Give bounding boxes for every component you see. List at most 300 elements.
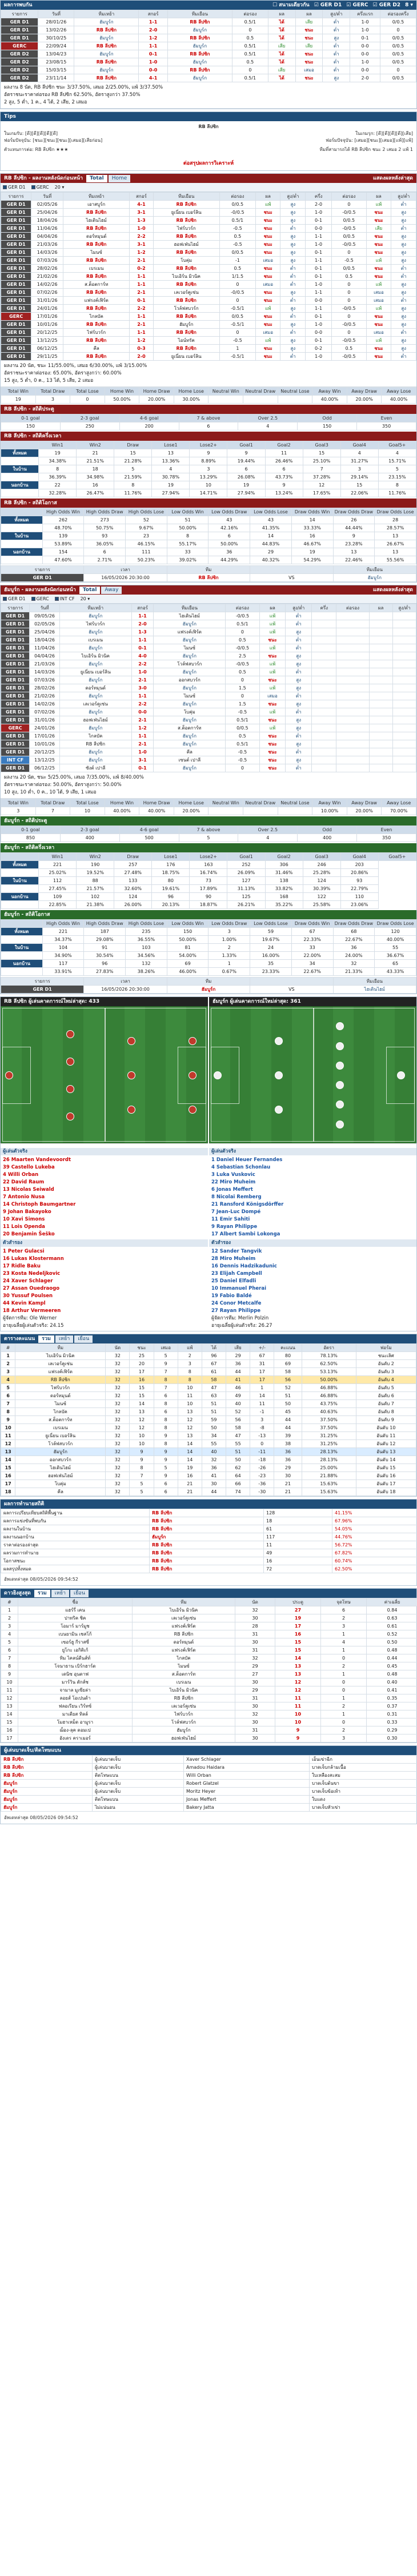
- home-recent-filter[interactable]: แสดงผลหลังล่าสุด: [372, 176, 413, 181]
- standings-team[interactable]: โวล์ฟสบวร์ก: [15, 1440, 106, 1448]
- match-ht-result: [369, 620, 392, 628]
- stat-cell: 21.33%: [333, 968, 375, 976]
- topscorer-cell: 17: [275, 1622, 321, 1630]
- standings-team[interactable]: เลเวอร์คูเซ่น: [15, 1360, 106, 1368]
- filter-ger-d2[interactable]: ☑ GER D2: [372, 2, 401, 8]
- match-score[interactable]: 4-1: [139, 74, 167, 82]
- lineup-player[interactable]: 14 Christoph Baumgartner: [3, 1202, 76, 1207]
- match-home-team[interactable]: ดอร์ทมุนด์: [63, 233, 130, 241]
- match-home-team[interactable]: ไกลบัค: [59, 732, 131, 740]
- match-score[interactable]: 3-1: [130, 241, 153, 249]
- topscorer-name[interactable]: มาเตียส ทิลล์: [18, 1710, 133, 1718]
- lineup-player[interactable]: 24 Conor Metcalfe: [211, 1301, 262, 1306]
- topscorer-name[interactable]: ลอยส์ โอเปนด้า: [18, 1694, 133, 1702]
- lineup-player[interactable]: 23 Kosta Nedeljkovic: [3, 1271, 61, 1277]
- stat-cell: 43.73%: [265, 473, 303, 481]
- stat-header: 4-6 goal: [119, 826, 179, 834]
- match-away-team[interactable]: RB ลีปซิก: [153, 329, 219, 337]
- standings-cell: 9: [1, 1416, 15, 1424]
- topscorer-name[interactable]: ทิม ไคลน์ดีนส์ท์: [18, 1654, 133, 1662]
- standings-team[interactable]: ไฮเดินไฮม์: [15, 1464, 106, 1472]
- match-home-team[interactable]: ยูเนี่ยน เบอร์ลิน: [59, 668, 131, 676]
- match-home-team[interactable]: ฮัมบูร์ก: [59, 724, 131, 732]
- standings-team[interactable]: RB ลีปซิก: [15, 1376, 106, 1384]
- match-home-team[interactable]: RB ลีปซิก: [74, 74, 139, 82]
- match-home-team[interactable]: RB ลีปซิก: [63, 273, 130, 281]
- match-away-team[interactable]: คีล: [154, 748, 226, 756]
- lineup-player[interactable]: 3 Luka Vuskovic: [211, 1172, 255, 1178]
- match-home-team[interactable]: ไฮเดินไฮม์: [63, 217, 130, 225]
- match-score[interactable]: 2-2: [131, 660, 154, 668]
- stat-cell: 5: [114, 465, 152, 473]
- next-away[interactable]: ฮัมบูร์ก: [333, 574, 416, 582]
- match-score[interactable]: 3-0: [131, 684, 154, 692]
- match-home-team[interactable]: RB ลีปซิก: [74, 26, 139, 34]
- match-away-team[interactable]: โบคุ่ม: [154, 708, 226, 716]
- match-score[interactable]: 1-1: [139, 18, 167, 26]
- standings-tab-all[interactable]: รวม: [38, 1335, 54, 1343]
- match-away-team[interactable]: ไมนซ์: [154, 692, 226, 700]
- stat-value: 3: [35, 396, 70, 404]
- match-score[interactable]: 2-2: [131, 700, 154, 708]
- match-home-team[interactable]: ฮอฟเฟ่นไฮม์: [59, 716, 131, 724]
- match-home-team[interactable]: ไฟร์บวร์ก: [59, 620, 131, 628]
- filter-count-b[interactable]: 20 ▾: [54, 185, 65, 190]
- filter-count-c[interactable]: 20 ▾: [80, 596, 90, 601]
- standings-team[interactable]: แฟรงค์เฟิร์ต: [15, 1368, 106, 1376]
- stat-cell: 96: [84, 960, 126, 968]
- match-away-team[interactable]: ฮอฟเฟ่นไฮม์: [153, 241, 219, 249]
- match-away-team[interactable]: RB ลีปซิก: [153, 297, 219, 305]
- match-away-team[interactable]: ฮัมบูร์ก: [154, 732, 226, 740]
- match-away-team[interactable]: ยูเนี่ยน เบอร์ลิน: [153, 353, 219, 361]
- filter-gerc-b[interactable]: GERC: [31, 185, 49, 190]
- match-away-team[interactable]: RB ลีปซิก: [153, 233, 219, 241]
- player-marker[interactable]: [66, 1085, 74, 1093]
- match-away-team[interactable]: โบคุ่ม: [153, 257, 219, 265]
- match-home-team[interactable]: ฮัมบูร์ก: [74, 50, 139, 58]
- lineup-player[interactable]: 39 Castello Lukeba: [3, 1165, 55, 1170]
- topscorer-name[interactable]: เดนิซ อุนดาฟ: [18, 1670, 133, 1678]
- player-marker[interactable]: [5, 1071, 13, 1079]
- match-home-team[interactable]: ฮัมบูร์ก: [59, 676, 131, 684]
- lineup-player[interactable]: 22 David Raum: [3, 1179, 45, 1185]
- match-home-team[interactable]: ไมนซ์: [63, 249, 130, 257]
- lineup-player[interactable]: 11 Lois Openda: [3, 1224, 45, 1230]
- match-score[interactable]: 1-1: [131, 612, 154, 620]
- lineup-player[interactable]: 18 Arthur Vermeeren: [3, 1308, 61, 1314]
- player-marker[interactable]: [214, 1071, 222, 1079]
- standings-tab-home[interactable]: เหย้า: [55, 1335, 73, 1343]
- match-home-team[interactable]: RB ลีปซิก: [63, 321, 130, 329]
- match-away-team[interactable]: RB ลีปซิก: [153, 313, 219, 321]
- match-away-team[interactable]: RB ลีปซิก: [153, 217, 219, 225]
- tab-home[interactable]: Home: [109, 175, 131, 182]
- match-home-team[interactable]: ฮัมบูร์ก: [59, 748, 131, 756]
- standings-team[interactable]: ส.ต็อตการ์ท: [15, 1416, 106, 1424]
- standings-team[interactable]: คีล: [15, 1488, 106, 1496]
- standings-cell: 10: [130, 1440, 154, 1448]
- match-home-team[interactable]: เลเวอร์คูเซ่น: [59, 700, 131, 708]
- lineup-player[interactable]: 25 Daniel Elfadli: [211, 1278, 256, 1284]
- filter-gerc[interactable]: ☑ GERC: [346, 2, 368, 8]
- match-away-team[interactable]: ฮัมบูร์ก: [167, 58, 232, 66]
- match-away-team[interactable]: RB ลีปซิก: [167, 18, 232, 26]
- stat-header: Lose2+: [190, 853, 227, 861]
- match-away-team[interactable]: เลเวอร์คูเซ่น: [153, 289, 219, 297]
- topscorer-name[interactable]: อังเดร คราเมอร์: [18, 1734, 133, 1742]
- match-score[interactable]: 2-0: [130, 353, 153, 361]
- lineup-player[interactable]: 1 Peter Gulacsi: [3, 1249, 45, 1254]
- lineup-player[interactable]: 7 Antonio Nusa: [3, 1194, 45, 1200]
- match-away-team[interactable]: ฮัมบูร์ก: [154, 684, 226, 692]
- stat-row: [1, 885, 416, 893]
- match-score[interactable]: 0-1: [139, 50, 167, 58]
- player-marker[interactable]: [336, 1120, 344, 1129]
- player-marker[interactable]: [189, 1071, 197, 1079]
- lineup-player[interactable]: 17 Albert Sambi Lokonga: [211, 1231, 280, 1237]
- match-score[interactable]: 2-1: [130, 289, 153, 297]
- lineup-player[interactable]: 4 Sebastian Schonlau: [211, 1165, 271, 1170]
- standings-team[interactable]: ไกลบัค: [15, 1408, 106, 1416]
- lineup-player[interactable]: 9 Johan Bakayoko: [3, 1209, 51, 1215]
- tab-total-away[interactable]: Total: [79, 587, 101, 594]
- match-home-team[interactable]: แฟรงค์เฟิร์ต: [63, 297, 130, 305]
- lineup-player[interactable]: 7 Jean-Luc Dompé: [211, 1209, 261, 1215]
- match-home-team[interactable]: เอาสบูร์ก: [63, 201, 130, 209]
- lineup-player[interactable]: 28 Miro Muheim: [211, 1256, 256, 1262]
- filter-intcf-c[interactable]: INT CF: [55, 596, 75, 601]
- match-away-team[interactable]: ฮัมบูร์ก: [154, 716, 226, 724]
- standings-cell: 9: [154, 1448, 178, 1456]
- filter-ger-d1[interactable]: ☑ GER D1: [314, 2, 342, 8]
- filter-count[interactable]: 8 ▾: [405, 2, 413, 8]
- match-ht-result: ชนะ: [366, 353, 391, 361]
- filter-gerc-c[interactable]: GERC: [31, 596, 49, 601]
- standings-team[interactable]: ไบเอิร์น มิวนิค: [15, 1352, 106, 1360]
- next2-home[interactable]: ฮัมบูร์ก: [167, 986, 250, 994]
- match-score[interactable]: 4-0: [131, 652, 154, 660]
- match-score[interactable]: 0-0: [139, 66, 167, 74]
- lineup-player[interactable]: 21 Ransford Königsdörffer: [211, 1202, 284, 1207]
- topscorer-name[interactable]: มาร์วิน ดักส์ช: [18, 1678, 133, 1686]
- match-home-team[interactable]: RB ลีปซิก: [63, 337, 130, 345]
- match-score[interactable]: 1-1: [130, 329, 153, 337]
- player-marker[interactable]: [189, 1037, 197, 1045]
- lineup-player[interactable]: 11 Emir Sahiti: [211, 1217, 250, 1222]
- match-home-team[interactable]: เบรเมน: [63, 265, 130, 273]
- match-score[interactable]: 0-3: [130, 345, 153, 353]
- match-away-team[interactable]: ฮัมบูร์ก: [154, 636, 226, 644]
- match-score[interactable]: 4-1: [130, 201, 153, 209]
- match-away-team[interactable]: โวล์ฟสบวร์ก: [154, 660, 226, 668]
- standings-team[interactable]: ฮัมบูร์ก: [15, 1448, 106, 1456]
- match-score[interactable]: 1-2: [130, 249, 153, 257]
- lineup-player[interactable]: 27 Rayan Philippe: [211, 1308, 261, 1314]
- player-marker[interactable]: [66, 1030, 74, 1038]
- topscorer-cell: 19: [275, 1614, 321, 1622]
- match-away-team[interactable]: RB ลีปซิก: [153, 345, 219, 353]
- match-score[interactable]: 1-2: [131, 724, 154, 732]
- match-away-team[interactable]: RB ลีปซิก: [167, 66, 232, 74]
- standings-cell: 9: [154, 1432, 178, 1440]
- match-home-team[interactable]: RB ลีปซิก: [63, 353, 130, 361]
- topscorer-name[interactable]: เบนยามิน เชสโก้: [18, 1630, 133, 1638]
- match-away-team[interactable]: ฮัมบูร์ก: [154, 620, 226, 628]
- standings-tab-away[interactable]: เยือน: [74, 1335, 93, 1343]
- match-home-team[interactable]: ไบเอิร์น มิวนิค: [59, 652, 131, 660]
- topscorer-name[interactable]: ฟลอเรียน เวิร์ทซ์: [18, 1702, 133, 1710]
- lineup-player[interactable]: 16 Lukas Klostermann: [3, 1256, 64, 1262]
- match-score[interactable]: 1-1: [131, 692, 154, 700]
- lineup-player[interactable]: 8 Nicolai Remberg: [211, 1194, 262, 1200]
- match-score[interactable]: 0-1: [131, 764, 154, 772]
- match-score[interactable]: 1-1: [139, 42, 167, 50]
- match-away-team[interactable]: ออกสบวร์ก: [154, 676, 226, 684]
- match-score[interactable]: 3-1: [130, 209, 153, 217]
- match-away-team[interactable]: ส.ต็อตการ์ท: [154, 724, 226, 732]
- match-home-team[interactable]: ไกลบัค: [63, 313, 130, 321]
- match-away-team[interactable]: ฮัมบูร์ก: [154, 652, 226, 660]
- match-handicap: 0: [219, 329, 255, 337]
- topscorer-name[interactable]: เซอร์ฮู กีราสซี่: [18, 1638, 133, 1646]
- match-home-team[interactable]: ไฟร์บวร์ก: [63, 329, 130, 337]
- match-home-team[interactable]: ฮัมบูร์ก: [59, 756, 131, 764]
- match-away-team[interactable]: ยูเนี่ยน เบอร์ลิน: [153, 209, 219, 217]
- match-away-team[interactable]: ฮัมบูร์ก: [154, 700, 226, 708]
- tab-total[interactable]: Total: [86, 175, 107, 182]
- match-home-team[interactable]: RB ลีปซิก: [59, 740, 131, 748]
- player-marker[interactable]: [127, 1037, 135, 1045]
- match-score[interactable]: 1-0: [131, 668, 154, 676]
- standings-table: [1, 1343, 416, 1496]
- match-score[interactable]: 1-0: [131, 748, 154, 756]
- match-away-team[interactable]: ฮัมบูร์ก: [154, 764, 226, 772]
- match-home-team[interactable]: RB ลีปซิก: [74, 58, 139, 66]
- player-marker[interactable]: [275, 1106, 283, 1114]
- match-away-team[interactable]: RB ลีปซิก: [153, 265, 219, 273]
- standings-team[interactable]: โบคุ่ม: [15, 1480, 106, 1488]
- match-home-team[interactable]: RB ลีปซิก: [63, 257, 130, 265]
- match-away-team[interactable]: RB ลีปซิก: [153, 201, 219, 209]
- topscorers-tab-away[interactable]: เยือน: [70, 1590, 89, 1597]
- next-home[interactable]: RB ลีปซิก: [167, 574, 250, 582]
- topscorer-name[interactable]: โอมาร์ มาร์มูช: [18, 1622, 133, 1630]
- match-home-team[interactable]: ฮัมบูร์ก: [59, 660, 131, 668]
- lineup-player[interactable]: 4 Willi Orban: [3, 1172, 39, 1178]
- lineup-player[interactable]: 19 Fabio Baldé: [211, 1293, 252, 1299]
- topscorer-name[interactable]: ปาทริค ชิค: [18, 1614, 133, 1622]
- match-away-team[interactable]: ฮัมบูร์ก: [167, 74, 232, 82]
- match-away-team[interactable]: ฮัมบูร์ก: [154, 668, 226, 676]
- match-home-team[interactable]: RB ลีปซิก: [63, 225, 130, 233]
- topscorer-cell: 0.44: [367, 1654, 417, 1662]
- stat-value: 6: [179, 422, 238, 430]
- match-away-team[interactable]: ฮัมบูร์ก: [167, 42, 232, 50]
- standings-team[interactable]: ออกสบวร์ก: [15, 1456, 106, 1464]
- match-home-team[interactable]: ฮัมบูร์ก: [59, 612, 131, 620]
- next2-away[interactable]: ไฮเดินไฮม์: [333, 986, 416, 994]
- standings-team[interactable]: ฮอฟเฟ่นไฮม์: [15, 1472, 106, 1480]
- stat-value: 350: [357, 834, 416, 842]
- topscorers-tab-home[interactable]: เหย้า: [51, 1590, 69, 1597]
- lineup-player[interactable]: 26 Maarten Vandevoordt: [3, 1157, 71, 1163]
- match-away-team[interactable]: ไอน์ทรัค: [153, 337, 219, 345]
- lineup-player[interactable]: 27 Assan Ouedraogo: [3, 1286, 60, 1291]
- match-score[interactable]: 2-2: [130, 233, 153, 241]
- match-away-team[interactable]: โวล์ฟสบวร์ก: [153, 305, 219, 313]
- match-score[interactable]: 0-0: [131, 708, 154, 716]
- match-home-team[interactable]: RB ลีปซิก: [63, 305, 130, 313]
- standings-team[interactable]: ดอร์ทมุนด์: [15, 1392, 106, 1400]
- match-score[interactable]: 1-2: [130, 337, 153, 345]
- match-home-team[interactable]: ดอร์ทมุนด์: [59, 684, 131, 692]
- match-home-team[interactable]: ฮัมบูร์ก: [59, 628, 131, 636]
- match-score[interactable]: 1-2: [139, 34, 167, 42]
- match-score[interactable]: 0-2: [130, 265, 153, 273]
- player-marker[interactable]: [336, 1042, 344, 1050]
- player-marker[interactable]: [66, 1058, 74, 1066]
- filter-same-home[interactable]: ☐ สนามเดียวกัน: [272, 2, 310, 8]
- match-away-team[interactable]: ฮัมบูร์ก: [153, 321, 219, 329]
- match-home-team[interactable]: ฮัมบูร์ก: [59, 644, 131, 652]
- match-score[interactable]: 1-1: [131, 732, 154, 740]
- standings-cell: 32: [202, 1456, 226, 1464]
- standings-cell: อันดับ 7: [356, 1400, 416, 1408]
- stat-header: Over 2.5: [238, 826, 298, 834]
- lineup-player[interactable]: 24 Xaver Schlager: [3, 1278, 53, 1284]
- lineup-player[interactable]: 44 Kevin Kampl: [3, 1301, 46, 1306]
- match-home-team[interactable]: เบรเมน: [59, 636, 131, 644]
- match-score[interactable]: 3-1: [131, 756, 154, 764]
- match-away-team[interactable]: ไฮเดินไฮม์: [154, 612, 226, 620]
- lineup-player[interactable]: 16 Dennis Hadzikadunic: [211, 1263, 277, 1269]
- topscorer-name[interactable]: แฮร์รี่ เคน: [18, 1606, 133, 1614]
- match-score[interactable]: 1-1: [130, 273, 153, 281]
- match-home-team[interactable]: RB ลีปซิก: [63, 289, 130, 297]
- player-marker[interactable]: [275, 1037, 283, 1045]
- match-score[interactable]: 1-1: [130, 281, 153, 289]
- match-ht-score: [312, 612, 336, 620]
- match-score[interactable]: 0-1: [131, 644, 154, 652]
- lineup-player[interactable]: 23 Elijah Campbell: [211, 1271, 262, 1277]
- lineup-player[interactable]: 10 Xavi Simons: [3, 1217, 45, 1222]
- lineup-player[interactable]: 10 Immanuel Pherai: [211, 1286, 267, 1291]
- stat-cell: 124: [114, 893, 152, 901]
- match-away-team[interactable]: RB ลีปซิก: [153, 249, 219, 257]
- stat-cell: 15: [303, 449, 340, 457]
- match-home-team[interactable]: ฮัมบูร์ก: [74, 66, 139, 74]
- topscorer-name[interactable]: จามาล มูเซียล่า: [18, 1686, 133, 1694]
- lineup-player[interactable]: 12 Sander Tangvik: [211, 1249, 262, 1254]
- injury-row: [1, 1764, 417, 1772]
- match-score[interactable]: 1-1: [131, 636, 154, 644]
- match-home-team[interactable]: RB ลีปซิก: [63, 209, 130, 217]
- match-away-team[interactable]: ไมนซ์: [154, 644, 226, 652]
- match-score[interactable]: 2-1: [131, 716, 154, 724]
- lineup-player[interactable]: 22 Miro Muheim: [211, 1179, 256, 1185]
- player-marker[interactable]: [127, 1106, 135, 1114]
- standings-team[interactable]: เบรเมน: [15, 1424, 106, 1432]
- match-home-team[interactable]: RB ลีปซิก: [74, 42, 139, 50]
- standings-team[interactable]: ไฟร์บวร์ก: [15, 1384, 106, 1392]
- topscorer-name[interactable]: ยูโกะ เอกิติเก้: [18, 1646, 133, 1654]
- filter-ger-d1-c[interactable]: GER D1: [3, 596, 26, 601]
- match-home-team[interactable]: ซังต์ เปาลี: [59, 764, 131, 772]
- match-away-team[interactable]: ไฟร์บวร์ก: [153, 225, 219, 233]
- match-ht-handicap: [336, 652, 369, 660]
- match-date: 07/03/26: [31, 257, 63, 265]
- match-score[interactable]: 1-1: [130, 313, 153, 321]
- match-away-team[interactable]: แฟรงค์เฟิร์ต: [154, 628, 226, 636]
- match-away-team[interactable]: เซนต์ เปาลี: [154, 756, 226, 764]
- topscorer-name[interactable]: ฌ็อง-ลุค ดอมเป: [18, 1726, 133, 1734]
- match-away-team[interactable]: RB ลีปซิก: [167, 34, 232, 42]
- tab-away[interactable]: Away: [101, 587, 122, 594]
- lineup-player[interactable]: 20 Benjamin Šeško: [3, 1231, 55, 1237]
- match-score[interactable]: 2-0: [139, 26, 167, 34]
- topscorer-name[interactable]: โมฮาเหม็ด อามูรา: [18, 1718, 133, 1726]
- standings-cell: 9: [154, 1360, 178, 1368]
- match-home-team[interactable]: ฮัมบูร์ก: [74, 34, 139, 42]
- match-score[interactable]: 2-1: [131, 676, 154, 684]
- player-marker[interactable]: [275, 1071, 283, 1079]
- match-away-team[interactable]: RB ลีปซิก: [167, 50, 232, 58]
- match-score[interactable]: 0-1: [130, 297, 153, 305]
- match-away-team[interactable]: ฮัมบูร์ก: [154, 740, 226, 748]
- filter-ger-d1-b[interactable]: GER D1: [3, 185, 26, 190]
- match-score[interactable]: 1-3: [130, 217, 153, 225]
- topscorer-name[interactable]: โจนาธาน เบิร์กฮาร์ด: [18, 1662, 133, 1670]
- match-score[interactable]: 2-0: [131, 620, 154, 628]
- match-away-team[interactable]: ฮัมบูร์ก: [167, 26, 232, 34]
- match-score[interactable]: 1-0: [139, 58, 167, 66]
- match-home-team[interactable]: คีล: [63, 345, 130, 353]
- stat-cell: 39.02%: [167, 556, 209, 564]
- match-home-team[interactable]: RB ลีปซิก: [63, 241, 130, 249]
- match-score[interactable]: 2-1: [131, 740, 154, 748]
- match-score[interactable]: 2-2: [130, 305, 153, 313]
- lineup-player[interactable]: 1 Daniel Heuer Fernandes: [211, 1157, 283, 1163]
- match-away-team[interactable]: ไบเอิร์น มิวนิค: [153, 273, 219, 281]
- match-score[interactable]: 1-3: [131, 628, 154, 636]
- lineup-player[interactable]: 17 Ridle Baku: [3, 1263, 41, 1269]
- player-marker[interactable]: [336, 1062, 344, 1070]
- match-home-team[interactable]: ฮัมบูร์ก: [59, 692, 131, 700]
- match-score[interactable]: 2-1: [130, 257, 153, 265]
- lineup-player[interactable]: 9 Rayan Philippe: [211, 1224, 258, 1230]
- lineup-player[interactable]: 30 Yussuf Poulsen: [3, 1293, 53, 1299]
- player-marker[interactable]: [189, 1106, 197, 1114]
- match-home-team[interactable]: ฮัมบูร์ก: [59, 708, 131, 716]
- lineup-player[interactable]: 6 Jonas Meffert: [211, 1187, 253, 1193]
- standings-team[interactable]: ยูเนี่ยน เบอร์ลิน: [15, 1432, 106, 1440]
- match-away-team[interactable]: RB ลีปซิก: [153, 281, 219, 289]
- standings-team[interactable]: ไมนซ์: [15, 1400, 106, 1408]
- stat-cell: 65: [375, 960, 416, 968]
- match-home-team[interactable]: ส.ต็อตการ์ท: [63, 281, 130, 289]
- player-marker[interactable]: [397, 1071, 405, 1079]
- lineup-player[interactable]: 13 Nicolas Seiwald: [3, 1187, 54, 1193]
- away-recent-filter[interactable]: แสดงผลหลังล่าสุด: [372, 587, 413, 593]
- topscorers-tab-all[interactable]: รวม: [34, 1590, 50, 1597]
- match-score[interactable]: 1-0: [130, 225, 153, 233]
- match-score[interactable]: 2-1: [130, 321, 153, 329]
- player-marker[interactable]: [127, 1071, 135, 1079]
- player-marker[interactable]: [66, 1112, 74, 1120]
- match-home-team[interactable]: ฮัมบูร์ก: [74, 18, 139, 26]
- stat-header: Neutral Draw: [243, 388, 278, 396]
